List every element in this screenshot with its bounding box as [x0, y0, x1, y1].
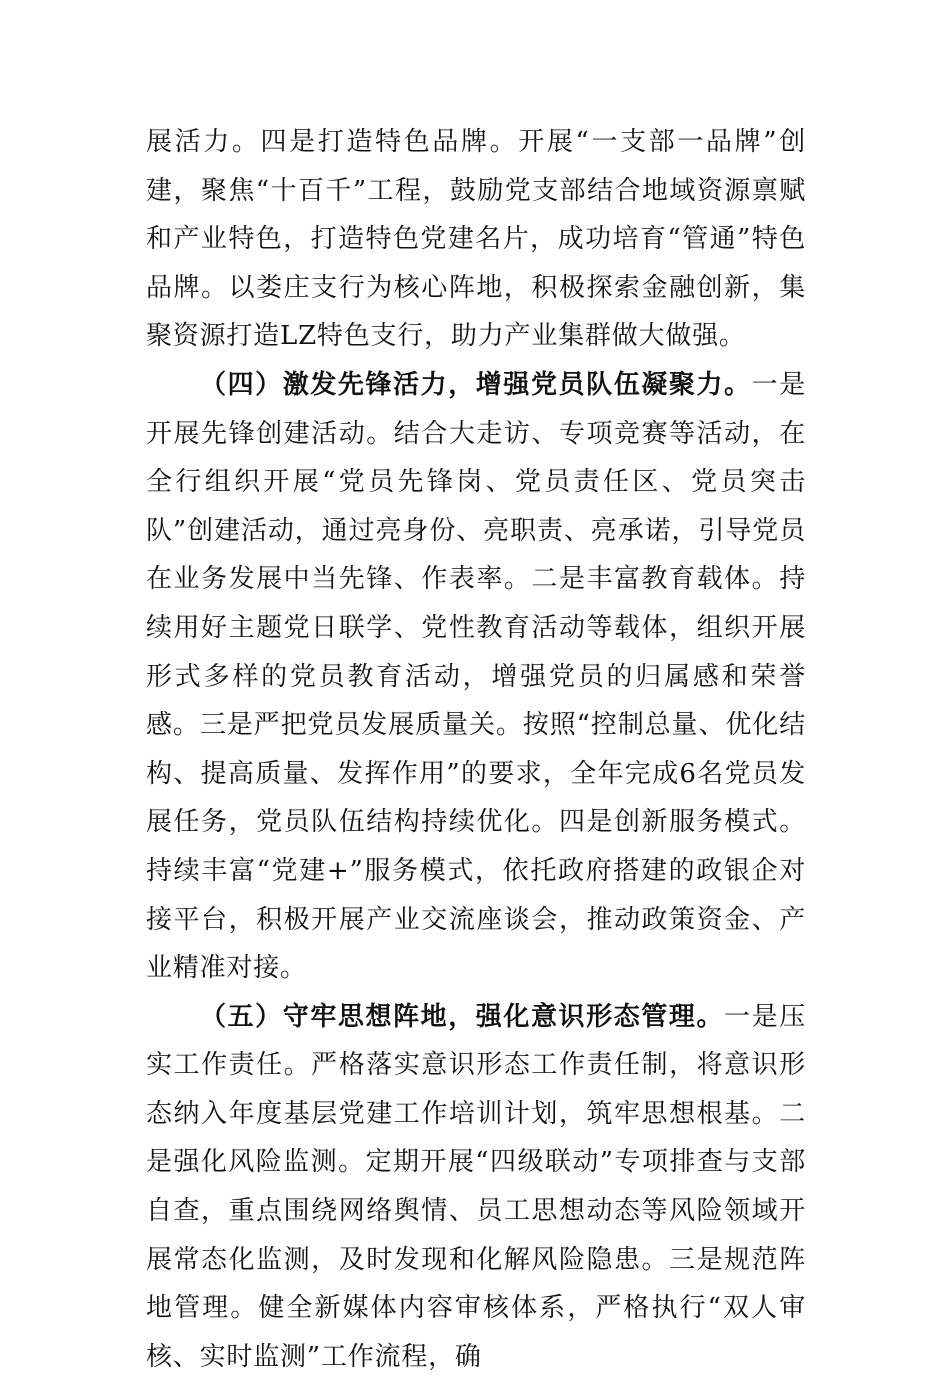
section-heading: （五）守牢思想阵地，强化意识形态管理。 [200, 1001, 725, 1032]
document-body [146, 118, 806, 1381]
paragraph-text: 一是压实工作责任。严格落实意识形态工作责任制，将意识形态纳入年度基层党建工作培训计划，筑牢思想根基。二是强化风险监测。定期开展“四级联动”专项排查与支部自查，重点围绕网络舆情、员工思想动态等风险领域开展常态化监测，及时发现和化解风险隐患。三是规范阵地管理。健全新媒体内容审核体系，严格执行“双人审核、实时监测”工作流程，确 [146, 1001, 806, 1372]
paragraph-text: 展活力。四是打造特色品牌。开展“一支部一品牌”创建，聚焦“十百千”工程，鼓励党支部结合地域资源禀赋和产业特色，打造特色党建名片，成功培育“管通”特色品牌。以娄庄支行为核心阵地，积极探索金融创新，集聚资源打造LZ特色支行，助力产业集群做大做强。 [146, 127, 806, 352]
paragraph-section-five [146, 993, 806, 1381]
paragraph-section-four [146, 361, 806, 993]
section-heading: （四）激发先锋活力，增强党员队伍凝聚力。 [200, 369, 752, 400]
paragraph-text: 一是开展先锋创建活动。结合大走访、专项竞赛等活动，在全行组织开展“党员先锋岗、党员责任区、党员突击队”创建活动，通过亮身份、亮职责、亮承诺，引导党员在业务发展中当先锋、作表率。二是丰富教育载体。持续用好主题党日联学、党性教育活动等载体，组织开展形式多样的党员教育活动，增强党员的归属感和荣誉感。三是严把党员发展质量关。按照“控制总量、优化结构、提高质量、发挥作用”的要求，全年完成6名党员发展任务，党员队伍结构持续优化。四是创新服务模式。持续丰富“党建+”服务模式，依托政府搭建的政银企对接平台，积极开展产业交流座谈会，推动政策资金、产业精准对接。 [146, 369, 806, 984]
paragraph-continuation [146, 118, 806, 361]
